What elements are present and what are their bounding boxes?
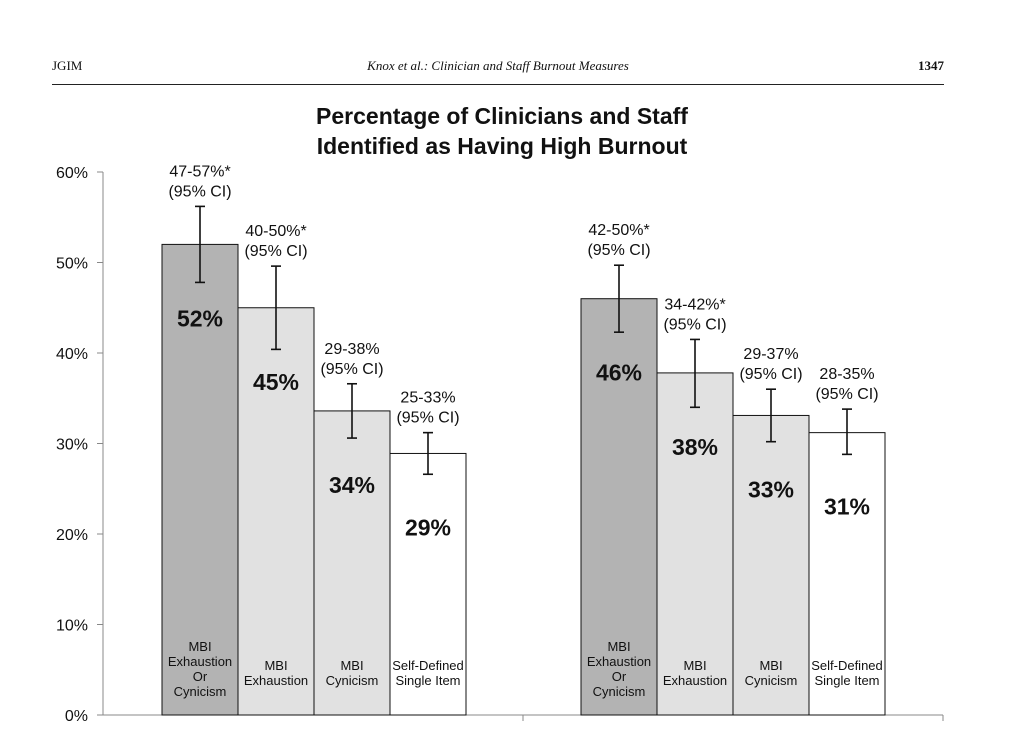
- page-number: 1347: [918, 58, 944, 73]
- y-tick-label: 20%: [55, 527, 88, 544]
- bar-series-label: Exhaustion: [662, 673, 728, 688]
- y-tick-label: 0%: [64, 708, 88, 725]
- ci-label: 47-57%*: [169, 163, 231, 181]
- bar-value-label: 52%: [176, 305, 224, 332]
- bar-value-label: 31%: [823, 493, 871, 520]
- y-tick-label: 50%: [55, 255, 88, 273]
- bar-series-label: Self-Defined: [811, 658, 883, 673]
- bar-value-label: 34%: [328, 471, 376, 498]
- bar-series-label: MBI: [759, 658, 783, 673]
- bar-series-label: MBI: [340, 658, 364, 673]
- ci-label: 40-50%*: [245, 223, 307, 241]
- bar-series-label: Self-Defined: [392, 658, 464, 673]
- y-tick-label: 60%: [55, 165, 88, 182]
- bar-series-label: MBI: [683, 658, 707, 673]
- bar-series-label: Single Item: [814, 673, 880, 688]
- bar-series-label: Exhaustion: [167, 654, 233, 669]
- ci-label: (95% CI): [396, 409, 460, 427]
- ci-label: (95% CI): [587, 242, 651, 260]
- journal-name: JGIM: [52, 58, 83, 73]
- bar-series-label: MBI: [264, 658, 288, 673]
- chart-title-line: Percentage of Clinicians and Staff: [316, 103, 688, 129]
- chart-title-line: Identified as Having High Burnout: [316, 133, 688, 159]
- bar-series-label: MBI: [188, 639, 212, 654]
- bar-series-label: Single Item: [395, 673, 461, 688]
- bar-value-label: 29%: [404, 514, 452, 541]
- ci-label: (95% CI): [739, 366, 803, 384]
- ci-label: (95% CI): [663, 316, 727, 334]
- ci-label: 34-42%*: [664, 296, 726, 314]
- bar-series-label: MBI: [607, 639, 631, 654]
- ci-label: 28-35%: [819, 366, 875, 384]
- ci-label: 29-37%: [743, 346, 799, 364]
- bar-series-label: Cynicism: [325, 673, 379, 688]
- bar-series-label: Exhaustion: [243, 673, 309, 688]
- y-tick-label: 30%: [55, 436, 88, 454]
- article-running-title: Knox et al.: Clinician and Staff Burnout Measures: [367, 58, 629, 73]
- ci-label: (95% CI): [815, 386, 879, 404]
- bar-value-label: 46%: [595, 359, 643, 386]
- ci-label: 42-50%*: [588, 222, 650, 240]
- bar-series-label: Or: [192, 669, 208, 684]
- ci-label: 25-33%: [400, 389, 456, 407]
- y-tick-label: 40%: [55, 346, 88, 363]
- bar-series-label: Cynicism: [592, 684, 646, 699]
- ci-label: (95% CI): [244, 243, 308, 261]
- bar-value-label: 45%: [252, 368, 300, 395]
- ci-label: (95% CI): [168, 183, 232, 201]
- bar-value-label: 38%: [671, 433, 719, 460]
- bar-series-label: Exhaustion: [586, 654, 652, 669]
- bar-series-label: Or: [611, 669, 627, 684]
- y-tick-label: 10%: [55, 617, 88, 635]
- bar-series-label: Cynicism: [173, 684, 227, 699]
- bar-value-label: 33%: [747, 476, 795, 503]
- ci-label: (95% CI): [320, 360, 384, 378]
- ci-label: 29-38%: [324, 340, 380, 358]
- bar-series-label: Cynicism: [744, 673, 798, 688]
